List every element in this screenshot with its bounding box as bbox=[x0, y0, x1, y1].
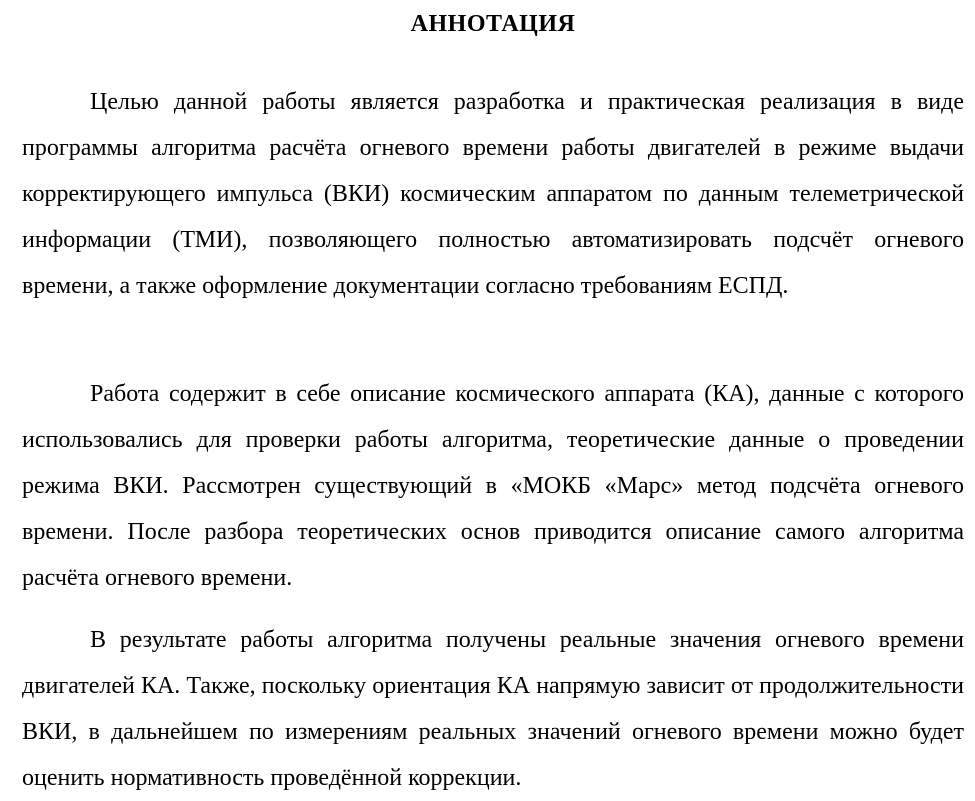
document-page bbox=[22, 0, 964, 791]
paragraph-3: В результате работы алгоритма получены реальные значения огневого времени двигателей КА. Также, поскольку ориентация КА напрямую зависит от продолжительности ВКИ, в дальнейшем по измерениям реальных значений огневого времени можно будет оценить нормативность проведённой коррекции. bbox=[22, 627, 964, 791]
paragraph-1: Целью данной работы является разработка и практическая реализация в виде программы алгоритма расчёта огневого времени работы двигателей в режиме выдачи корректирующего импульса (ВКИ) космическим аппаратом по данным телеметрической информации (ТМИ), позволяющего полностью автоматизировать подсчёт огневого времени, а также оформление документации согласно требованиям ЕСПД. bbox=[22, 89, 964, 299]
paragraph-2: Работа содержит в себе описание космического аппарата (КА), данные с которого использовались для проверки работы алгоритма, теоретические данные о проведении режима ВКИ. Рассмотрен существующий в «МОКБ «Марс» метод подсчёта огневого времени. После разбора теоретических основ приводится описание самого алгоритма расчёта огневого времени. bbox=[22, 381, 964, 591]
document-title: АННОТАЦИЯ bbox=[410, 11, 576, 37]
